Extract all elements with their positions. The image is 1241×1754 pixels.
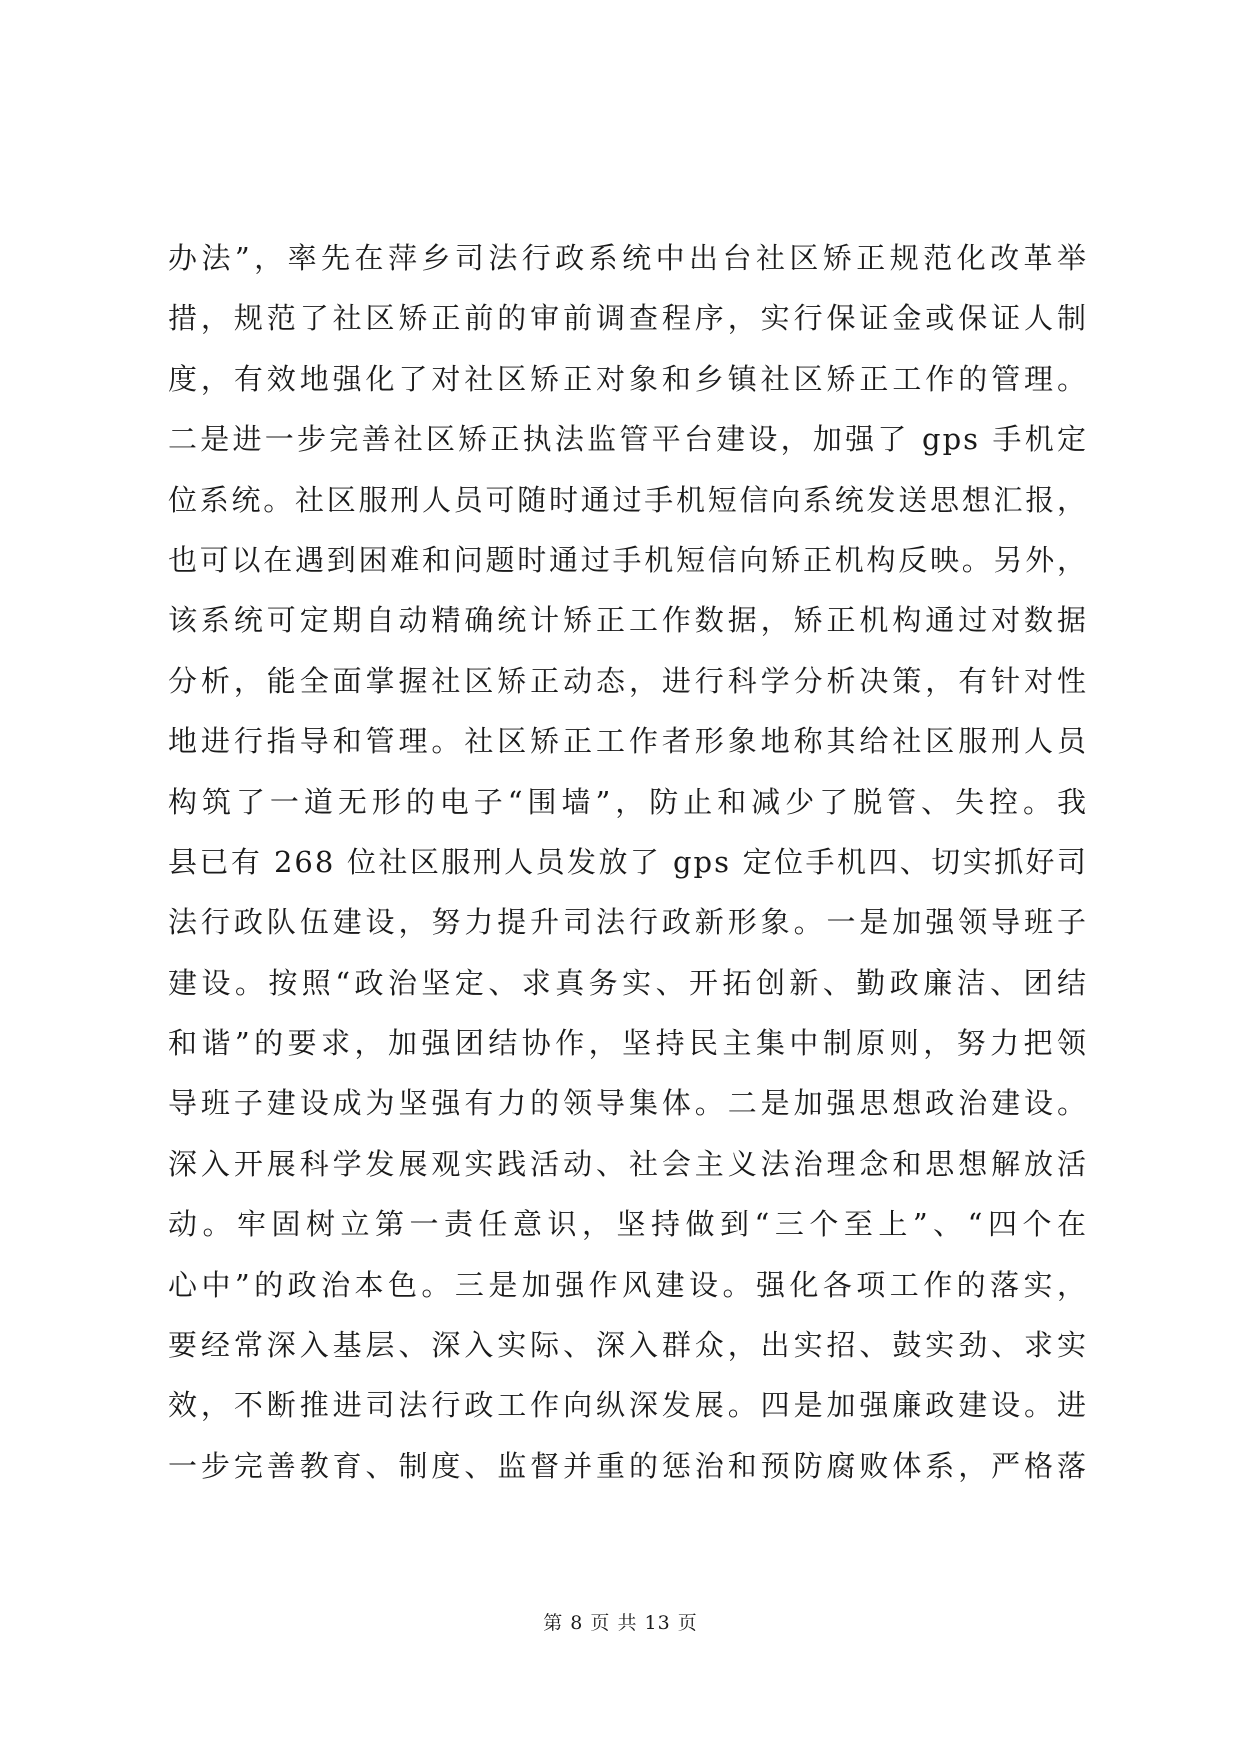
text-line: 深入开展科学发展观实践活动、社会主义法治理念和思想解放活: [168, 1146, 1088, 1181]
text-line: 县已有 268 位社区服刑人员发放了 gps 定位手机四、切实抓好司: [168, 844, 1088, 879]
text-line: 也可以在遇到困难和问题时通过手机短信向矫正机构反映。另外，: [168, 542, 1088, 577]
text-line: 动。牢固树立第一责任意识，坚持做到“三个至上”、“四个在: [168, 1207, 1088, 1242]
text-line: 度，有效地强化了对社区矫正对象和乡镇社区矫正工作的管理。: [168, 361, 1088, 396]
text-line: 地进行指导和管理。社区矫正工作者形象地称其给社区服刑人员: [168, 724, 1088, 759]
text-line: 效，不断推进司法行政工作向纵深发展。四是加强廉政建设。进: [168, 1388, 1088, 1423]
text-line: 要经常深入基层、深入实际、深入群众，出实招、鼓实劲、求实: [168, 1328, 1088, 1363]
text-line: 二是进一步完善社区矫正执法监管平台建设，加强了 gps 手机定: [168, 422, 1088, 457]
text-line: 和谐”的要求，加强团结协作，坚持民主集中制原则，努力把领: [168, 1026, 1088, 1061]
page-footer: 第 8 页 共 13 页: [543, 1612, 698, 1634]
text-line: 心中”的政治本色。三是加强作风建设。强化各项工作的落实，: [168, 1267, 1088, 1302]
text-line: 位系统。社区服刑人员可随时通过手机短信向系统发送思想汇报，: [168, 482, 1088, 517]
text-line: 办法”，率先在萍乡司法行政系统中出台社区矫正规范化改革举: [168, 241, 1088, 275]
text-line: 导班子建设成为坚强有力的领导集体。二是加强思想政治建设。: [168, 1086, 1088, 1121]
text-line: 一步完善教育、制度、监督并重的惩治和预防腐败体系，严格落: [168, 1448, 1088, 1483]
text-line: 措，规范了社区矫正前的审前调查程序，实行保证金或保证人制: [168, 301, 1088, 336]
text-line: 分析，能全面掌握社区矫正动态，进行科学分析决策，有针对性: [168, 663, 1088, 698]
text-line: 建设。按照“政治坚定、求真务实、开拓创新、勤政廉洁、团结: [168, 965, 1088, 1000]
body-text: [168, 228, 1088, 1496]
text-line: 该系统可定期自动精确统计矫正工作数据，矫正机构通过对数据: [168, 603, 1088, 638]
text-line: 构筑了一道无形的电子“围墙”，防止和减少了脱管、失控。我: [168, 784, 1088, 819]
text-line: 法行政队伍建设，努力提升司法行政新形象。一是加强领导班子: [168, 905, 1088, 940]
